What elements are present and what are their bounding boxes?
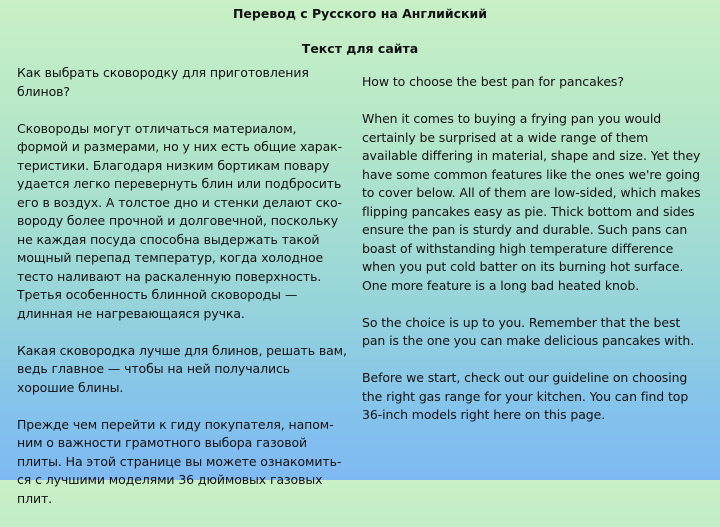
- english-paragraph-1: When it comes to buying a frying pan you would certainly be surprised at a wide range of them available differing in material, shape and size. Yet they have some common features like the ones we're going to cover below. All of them are low-sided, which makes flipping pancakes easy as pie. Thick bottom and sides ensure the pan is sturdy and durable. Such pans can boast of withstanding high temperature difference when you put cold batter on its burning hot surface. One more feature is a long bad heated knob.: [362, 111, 701, 293]
- russian-heading: Как выбрать сковородку для приготовления блинов?: [17, 65, 309, 99]
- document-title: Перевод с Русского на Английский: [232, 6, 488, 21]
- english-heading: How to choose the best pan for pancakes?: [362, 74, 624, 89]
- russian-text-column: [17, 64, 347, 527]
- english-text-column: [362, 73, 707, 443]
- english-paragraph-3: Before we start, check out our guideline on choosing the right gas range for your kitchen. You can find top 36-inch models right here on this page.: [362, 370, 689, 422]
- russian-paragraph-1: Сковороды могут отличаться материалом, формой и размерами, но у них есть общие харак-теристики. Благодаря низким бортикам повару удается легко перевернуть блин или подбросить его в воздух. А толстое дно и стенки делают ско-вороду более прочной и долговечной, поскольку не каждая посуда способна выдержать такой мощный перепад температур, когда холодное тесто наливают на раскаленную поверхность. Третья особенность блинной сковороды — длинная не нагревающаяся ручка.: [17, 120, 343, 321]
- document-subtitle: Текст для сайта: [301, 41, 419, 56]
- russian-paragraph-2: Какая сковородка лучше для блинов, решать вам, ведь главное — чтобы на ней получались хорошие блины.: [17, 342, 347, 395]
- russian-paragraph-3: Прежде чем перейти к гиду покупателя, напом-ним о важности грамотного выбора газовой плиты. На этой странице вы можете ознакомить-ся с лучшими моделями 36 дюймовых газовых плит.: [17, 416, 342, 506]
- english-paragraph-2: So the choice is up to you. Remember that the best pan is the one you can make delicious pancakes with.: [362, 314, 695, 348]
